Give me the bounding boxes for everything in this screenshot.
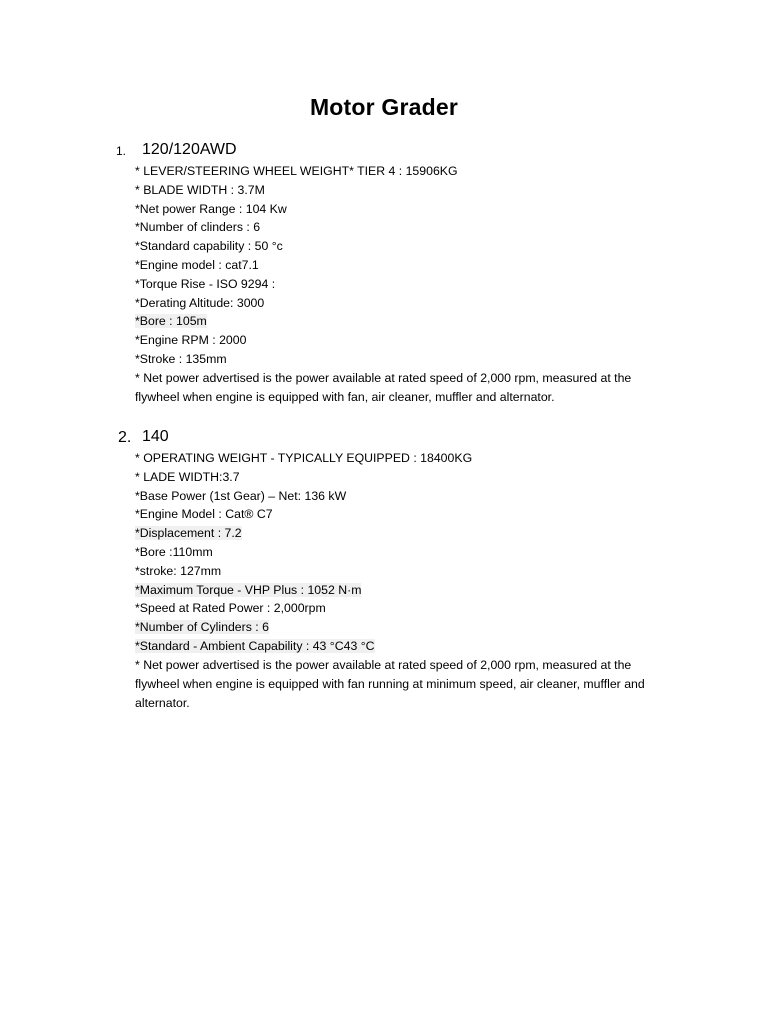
page-title: Motor Grader bbox=[309, 94, 459, 120]
highlighted-spec: *Displacement : 7.2 bbox=[135, 526, 242, 541]
spec-line: *Standard capability : 50 °c bbox=[135, 239, 283, 254]
highlighted-spec: *Bore : 105m bbox=[135, 314, 207, 329]
spec-line: *Stroke : 135mm bbox=[135, 351, 227, 366]
spec-line bbox=[135, 524, 675, 543]
section-number: 1. bbox=[116, 144, 127, 158]
spec-line bbox=[135, 312, 675, 331]
section-140 bbox=[0, 428, 768, 710]
section-number: 2. bbox=[118, 429, 132, 446]
section-120-120awd bbox=[0, 141, 768, 404]
spec-line: *Derating Altitude: 3000 bbox=[135, 295, 265, 310]
highlighted-spec: *Maximum Torque - VHP Plus : 1052 N·m bbox=[135, 582, 362, 597]
highlighted-spec: *Number of Cylinders : 6 bbox=[135, 620, 269, 635]
spec-note: * Net power advertised is the power available at rated speed of 2,000 rpm, measured at the flywheel when engine is equipped with fan running at minimum speed, air cleaner, muffler and alternator. bbox=[135, 657, 645, 710]
spec-line bbox=[135, 618, 675, 637]
spec-line: * LADE WIDTH:3.7 bbox=[135, 469, 240, 484]
model-name: 140 bbox=[142, 428, 169, 445]
spec-line: *Engine RPM : 2000 bbox=[135, 333, 247, 348]
highlighted-spec: *Standard - Ambient Capability : 43 °C43 °C bbox=[135, 638, 375, 653]
model-name: 120/120AWD bbox=[142, 141, 237, 158]
section-heading bbox=[0, 141, 768, 161]
spec-line: *Speed at Rated Power : 2,000rpm bbox=[135, 601, 326, 616]
spec-line bbox=[135, 581, 675, 600]
spec-line: * BLADE WIDTH : 3.7M bbox=[135, 182, 265, 197]
spec-note: * Net power advertised is the power available at rated speed of 2,000 rpm, measured at the flywheel when engine is equipped with fan, air cleaner, muffler and alternator. bbox=[135, 370, 632, 404]
spec-line: *Torque Rise - ISO 9294 : bbox=[135, 276, 276, 291]
section-heading bbox=[0, 428, 768, 448]
spec-line: * OPERATING WEIGHT - TYPICALLY EQUIPPED : 18400KG bbox=[135, 451, 473, 465]
spec-line bbox=[135, 637, 675, 656]
spec-line: *Base Power (1st Gear) – Net: 136 kW bbox=[135, 488, 347, 503]
spec-line: *Bore :110mm bbox=[135, 544, 213, 559]
spec-line: * LEVER/STEERING WHEEL WEIGHT* TIER 4 : 15906KG bbox=[135, 164, 458, 178]
spec-list bbox=[135, 449, 675, 713]
spec-line: *Engine model : cat7.1 bbox=[135, 257, 259, 272]
spec-line: *stroke: 127mm bbox=[135, 563, 222, 578]
spec-line: *Engine Model : Cat® C7 bbox=[135, 507, 273, 522]
spec-list bbox=[135, 162, 675, 407]
spec-line: *Net power Range : 104 Kw bbox=[135, 201, 287, 216]
spec-line: *Number of clinders : 6 bbox=[135, 220, 261, 235]
